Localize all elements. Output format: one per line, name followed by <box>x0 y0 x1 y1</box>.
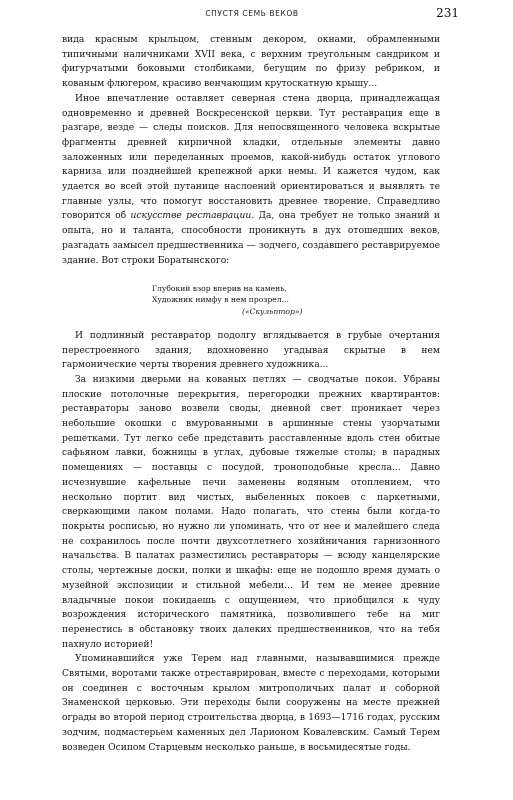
poem-quote <box>152 283 440 317</box>
paragraph-north-wall <box>62 92 440 268</box>
paragraph-chambers: За низкими дверьми на кованых петлях — сводчатые покои. Убраны плоские потолочные перекрытия, перегородки прежних квартирантов: реставраторы заново возвели своды, дневной свет проникает через небольшие окошки с вмурованными в аршинные стены узорчатыми решетками. Тут легко себе представить расставленные вдоль стен обитые сафьяном лавки, божницы в углах, дубовые тяжелые столы; в парадных помещениях — поставцы с посудой, троноподобные кресла... Давно исчезнувшие кафельные печи заменены водяным отоплением, что нескольно портит вид чистых, выбеленных покоев с паркетными, сверкающими лаком полами. Надо полагать, что стены были когда-то покрыты росписью, но нужно ли упоминать, что от нее и малейшего следа не сохранилось после почти двухсотлетнего хозяйничания гарнизонного начальства. В палатах разместились реставраторы — всюду канцелярские столы, чертежные доски, полки и шкафы: еще не подошло время думать о музейной экспозиции и стильной мебели... И тем не менее древние владычные покои покидаешь с ощущением, что приобщился к чуду возрождения исторического памятника, позволившего тебе на миг перенестись в обстановку твоих далеких предшественников, что на тебя пахнуло историей! <box>62 374 440 650</box>
paragraph-text: . Да, она требует не только знаний и опыта, но и таланта, способности проникнуть в дух отошедших веков, разгадать замысел предшественника — зодчего, создавшего реставрируемое здание. Вот строки Боратынского: <box>62 211 440 266</box>
paragraph-text: Иное впечатление оставляет северная стена дворца, принадлежащая одновременно и древней Воскресенской церкви. Тут реставрация еще в разгаре, везде — следы поисков. Для непосвященного человека вскрытые фрагменты древней кирпичной кладки, отдельные элементы давно заложенных или переделанных проемов, какой-нибудь остаток углового карниза или позднейшей крепежной арки немы. И кажется чудом, как удается во всей этой путанице наслоений ориентироваться и выявлять те главные узлы, что помогут восстановить древнее творение. Справедливо говорится об <box>62 93 440 222</box>
poem-line: Художник нимфу в нем прозрел... <box>152 295 289 305</box>
paragraph-restorer: И подлинный реставратор подолгу вглядывается в грубые очертания перестроенного здания, вдохновенно угадывая скрытые в нем гармонические черты творения древнего художника... <box>62 330 440 371</box>
page-number: 231 <box>436 6 459 20</box>
running-title: СПУСТЯ СЕМЬ ВЕКОВ <box>205 9 299 18</box>
paragraph-terem: Упоминавшийся уже Терем над главными, называвшимися прежде Святыми, воротами также отреставрирован, вместе с переходами, которыми он соединен с восточным крылом митрополичьих палат и соборной Знаменской церковью. Эти переходы были сооружены на месте прежней ограды во второй период строительства дворца, в 1693—1716 годах, русским зодчим, подмастерьем каменных дел Ларионом Ковалевским. Самый Терем возведен Осипом Старцевым несколько раньше, в восьмидесятые годы. <box>62 654 440 753</box>
poem-line: Глубокий взор вперив на камень, <box>152 284 287 294</box>
body-text <box>62 33 440 755</box>
poem-attribution: («Скульптор») <box>242 306 303 316</box>
paragraph-continuation: вида красным крыльцом, стенным декором, окнами, обрамленными типичными наличниками XVII века, с верхним треугольным сандриком и фигурчатыми боковыми столбиками, бегущим по фризу ребриком, и кованым флюгером, красиво венчающим крутоскатную крышу... <box>62 35 440 90</box>
emphasized-phrase: искусстве реставрации <box>130 211 252 222</box>
